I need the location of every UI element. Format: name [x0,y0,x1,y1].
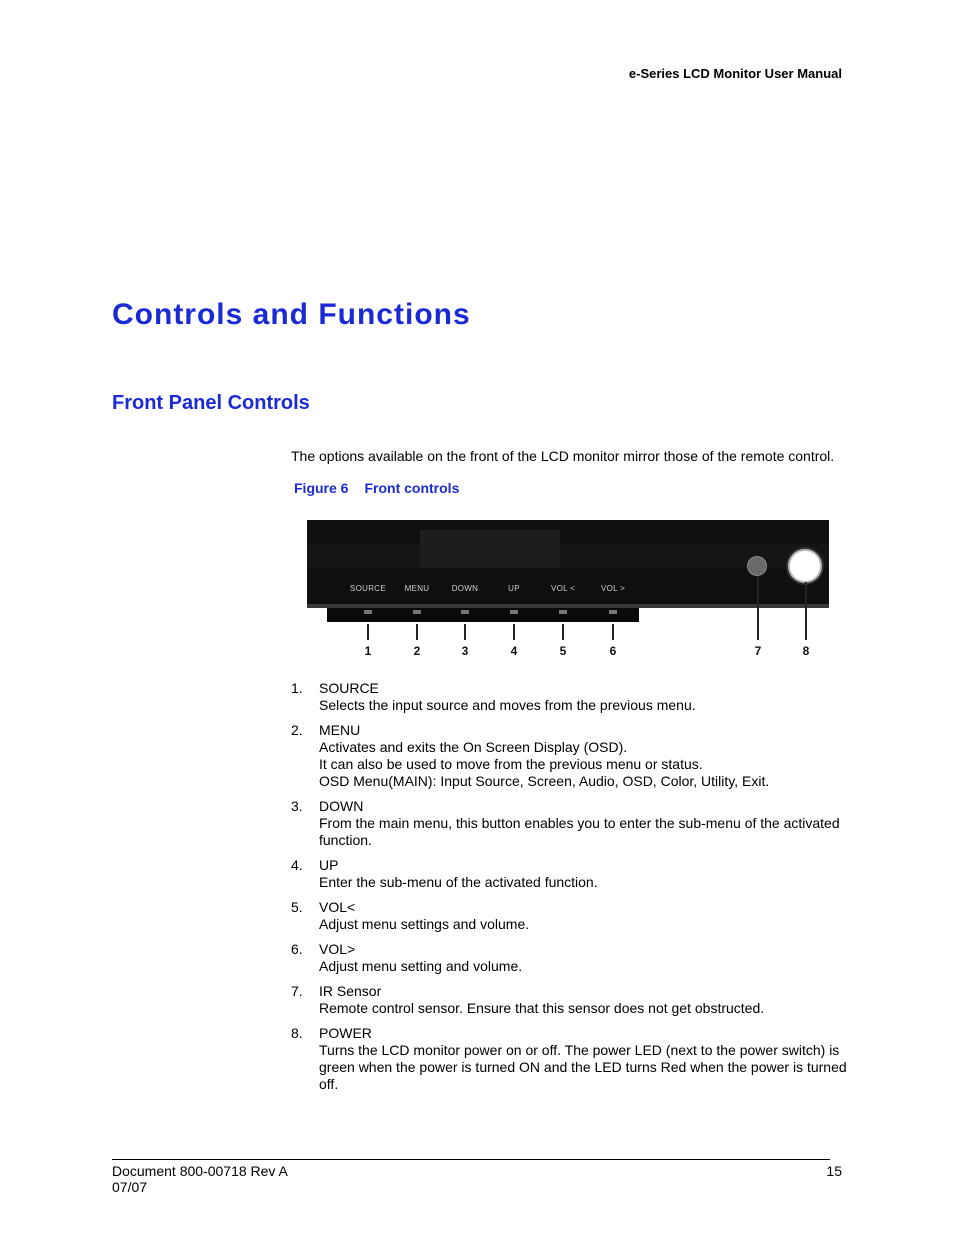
panel-button-label: SOURCE [349,584,387,593]
list-item-number: 4. [291,857,303,873]
list-item-name: SOURCE [319,680,379,696]
list-item-number: 7. [291,983,303,999]
list-item-description: Adjust menu setting and volume. [319,958,523,974]
list-item-name: DOWN [319,798,364,814]
list-item [291,857,851,891]
callout-line [367,624,369,640]
list-item-name: MENU [319,722,361,738]
panel-button [559,610,567,614]
panel-button-tray [339,608,639,622]
list-item-number: 3. [291,798,303,814]
callout-number: 5 [559,644,567,658]
panel-button-label: VOL > [600,584,626,593]
list-item-number: 6. [291,941,303,957]
list-item-description: Enter the sub-menu of the activated function. [319,874,598,890]
ir-sensor-icon [747,556,767,576]
power-button-icon [788,549,822,583]
front-controls-figure [307,520,829,665]
panel-button-label: VOL < [550,584,576,593]
callout-number: 4 [510,644,518,658]
panel-button-label: DOWN [451,584,479,593]
list-item-description: It can also be used to move from the previous menu or status. [319,756,703,772]
list-item [291,941,851,975]
figure-caption-text: Front controls [364,480,460,496]
list-item-description: From the main menu, this button enables you to enter the sub-menu of the activated function. [319,815,840,848]
panel-button [413,610,421,614]
chapter-title: Controls and Functions [112,298,471,331]
callout-line [562,624,564,640]
callout-number: 2 [413,644,421,658]
list-item-name: VOL< [319,899,356,915]
list-item [291,1025,851,1093]
list-item-number: 5. [291,899,303,915]
callout-line [757,576,759,640]
list-item-description: OSD Menu(MAIN): Input Source, Screen, Audio, OSD, Color, Utility, Exit. [319,773,770,789]
list-item-description: Remote control sensor. Ensure that this sensor does not get obstructed. [319,1000,765,1016]
figure-caption [294,480,459,496]
footer-page-number: 15 [826,1163,842,1179]
intro-paragraph: The options available on the front of the LCD monitor mirror those of the remote control. [291,448,835,464]
list-item-description: Activates and exits the On Screen Display (OSD). [319,739,628,755]
list-item-name: IR Sensor [319,983,382,999]
panel-button [461,610,469,614]
panel-button [364,610,372,614]
list-item-description: Adjust menu settings and volume. [319,916,530,932]
footer-left [112,1163,288,1195]
list-item [291,798,851,849]
callout-line [464,624,466,640]
list-item-name: POWER [319,1025,372,1041]
callout-number: 7 [754,644,762,658]
callout-line [513,624,515,640]
list-item-description: Selects the input source and moves from the previous menu. [319,697,696,713]
footer-document: Document 800-00718 Rev A [112,1163,288,1179]
callout-line [416,624,418,640]
running-header: e-Series LCD Monitor User Manual [628,66,842,81]
panel-button-label: MENU [404,584,430,593]
controls-list [291,680,851,1101]
callout-number: 8 [802,644,810,658]
list-item-number: 1. [291,680,303,696]
callout-line [612,624,614,640]
monitor-front-panel [307,520,829,608]
panel-window [420,530,560,568]
list-item-name: VOL> [319,941,356,957]
callout-number: 3 [461,644,469,658]
callout-line [805,582,807,640]
figure-label: Figure 6 [294,480,349,496]
list-item-description: Turns the LCD monitor power on or off. The power LED (next to the power switch) is green when the power is turned ON and the LED turns Red when the power is turned off. [319,1042,847,1092]
list-item [291,899,851,933]
panel-button [510,610,518,614]
footer-rule [112,1159,830,1160]
list-item [291,983,851,1017]
list-item-number: 8. [291,1025,303,1041]
list-item-name: UP [319,857,339,873]
list-item [291,680,851,714]
section-title: Front Panel Controls [112,392,310,414]
list-item-number: 2. [291,722,303,738]
panel-button-label: UP [508,584,520,593]
footer-date: 07/07 [112,1179,148,1195]
callout-number: 1 [364,644,372,658]
list-item [291,722,851,790]
callout-number: 6 [609,644,617,658]
panel-button [609,610,617,614]
